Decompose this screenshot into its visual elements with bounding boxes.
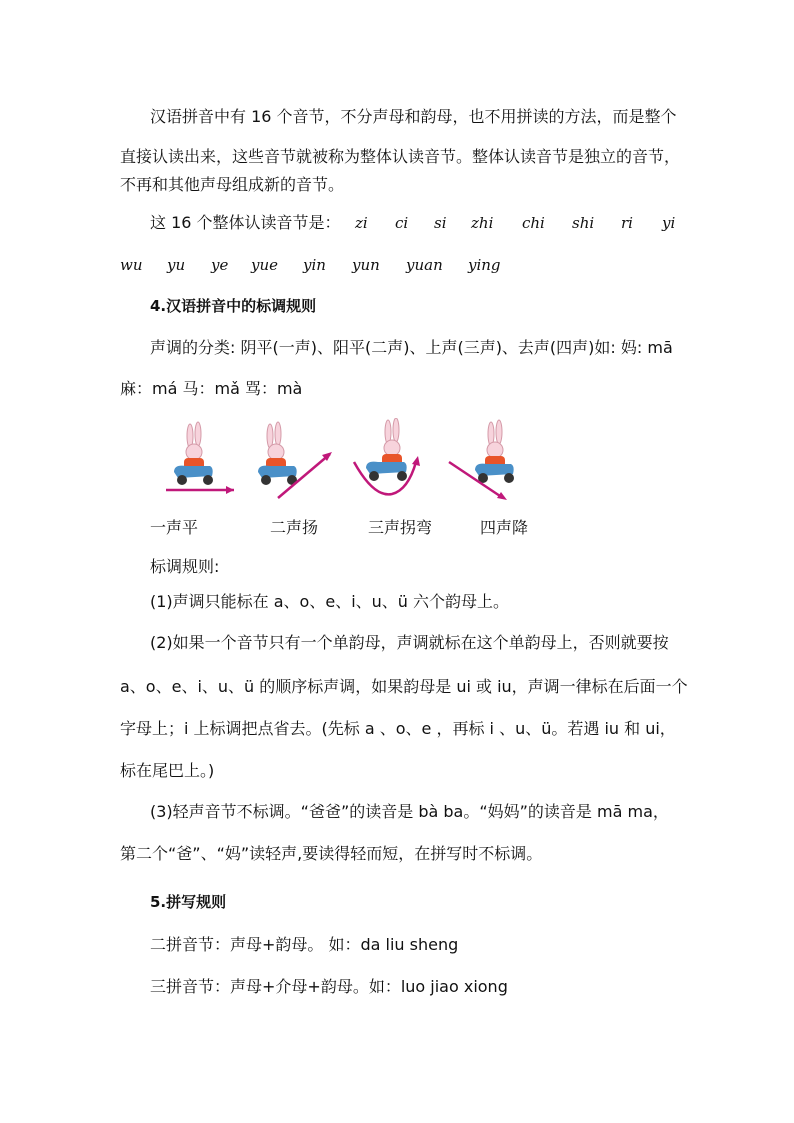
section-4-title: 4.汉语拼音中的标调规则 [150,297,317,315]
intro-line-2: 直接认读出来，这些音节就被称为整体认读音节。整体认读音节是独立的音节， [120,147,681,166]
tone-label: 四声降 [480,518,529,537]
syllables-lead: 这 16 个整体认读音节是： [150,213,341,232]
tone-label: 三声拐弯 [368,518,433,537]
intro-line-3: 不再和其他声母组成新的音节。 [120,175,345,194]
syllable: yin [303,256,326,274]
syllable: chi [522,214,545,232]
rule-1: (1)声调只能标在 a、o、e、i、u、ü 六个韵母上。 [150,592,510,611]
syllable: zhi [471,214,494,232]
syllable: yun [352,256,380,274]
syllable: yu [167,256,186,274]
rule-3-line-2: 第二个“爸”、“妈”读轻声,要读得轻而短，在拼写时不标调。 [120,844,543,863]
tone-classify-line-2: 麻：má 马：mǎ 骂：mà [120,379,303,398]
syllable: ying [468,256,501,274]
intro-line-1: 汉语拼音中有 16 个音节，不分声母和韵母，也不用拼读的方法，而是整个 [150,107,677,126]
syllable: si [434,214,447,232]
rule-2-line-3: 字母上；i 上标调把点省去。(先标 a 、o、e ，再标 i 、u、ü。若遇 iu 和 ui， [120,719,676,738]
section-5-title: 5.拼写规则 [150,893,227,911]
tone-label: 一声平 [150,518,199,537]
three-syllable-rule: 三拼音节：声母+介母+韵母。如：luo jiao xiong [150,977,508,996]
rule-2-line-2: a、o、e、i、u、ü 的顺序标声调，如果韵母是 ui 或 iu，声调一律标在后面一个 [120,677,688,696]
rule-2-line-4: 标在尾巴上。) [120,761,215,780]
rule-2-line-1: (2)如果一个音节只有一个单韵母，声调就标在这个单韵母上，否则就要按 [150,633,669,652]
syllable: yue [251,256,279,274]
rule-3-line-1: (3)轻声音节不标调。“爸爸”的读音是 bà ba。“妈妈”的读音是 mā ma， [150,802,669,821]
tone-label: 二声扬 [270,518,319,537]
syllable: yi [662,214,676,232]
rabbit-flat-arrow-icon [160,418,244,500]
syllable: shi [572,214,595,232]
tone-classify-line-1: 声调的分类: 阴平(一声)、阳平(二声)、上声(三声)、去声(四声)如: 妈: mā [150,338,673,357]
syllable: wu [120,256,143,274]
rabbit-dip-arrow-icon [352,418,436,500]
syllable: ye [211,256,229,274]
two-syllable-rule: 二拼音节：声母+韵母。 如：da liu sheng [150,935,459,954]
syllable: yuan [406,256,443,274]
rabbit-rising-arrow-icon [250,418,334,500]
syllable: zi [355,214,368,232]
syllable: ci [395,214,409,232]
syllable: ri [621,214,633,232]
rabbit-falling-arrow-icon [445,418,529,500]
rules-title: 标调规则: [150,557,220,576]
